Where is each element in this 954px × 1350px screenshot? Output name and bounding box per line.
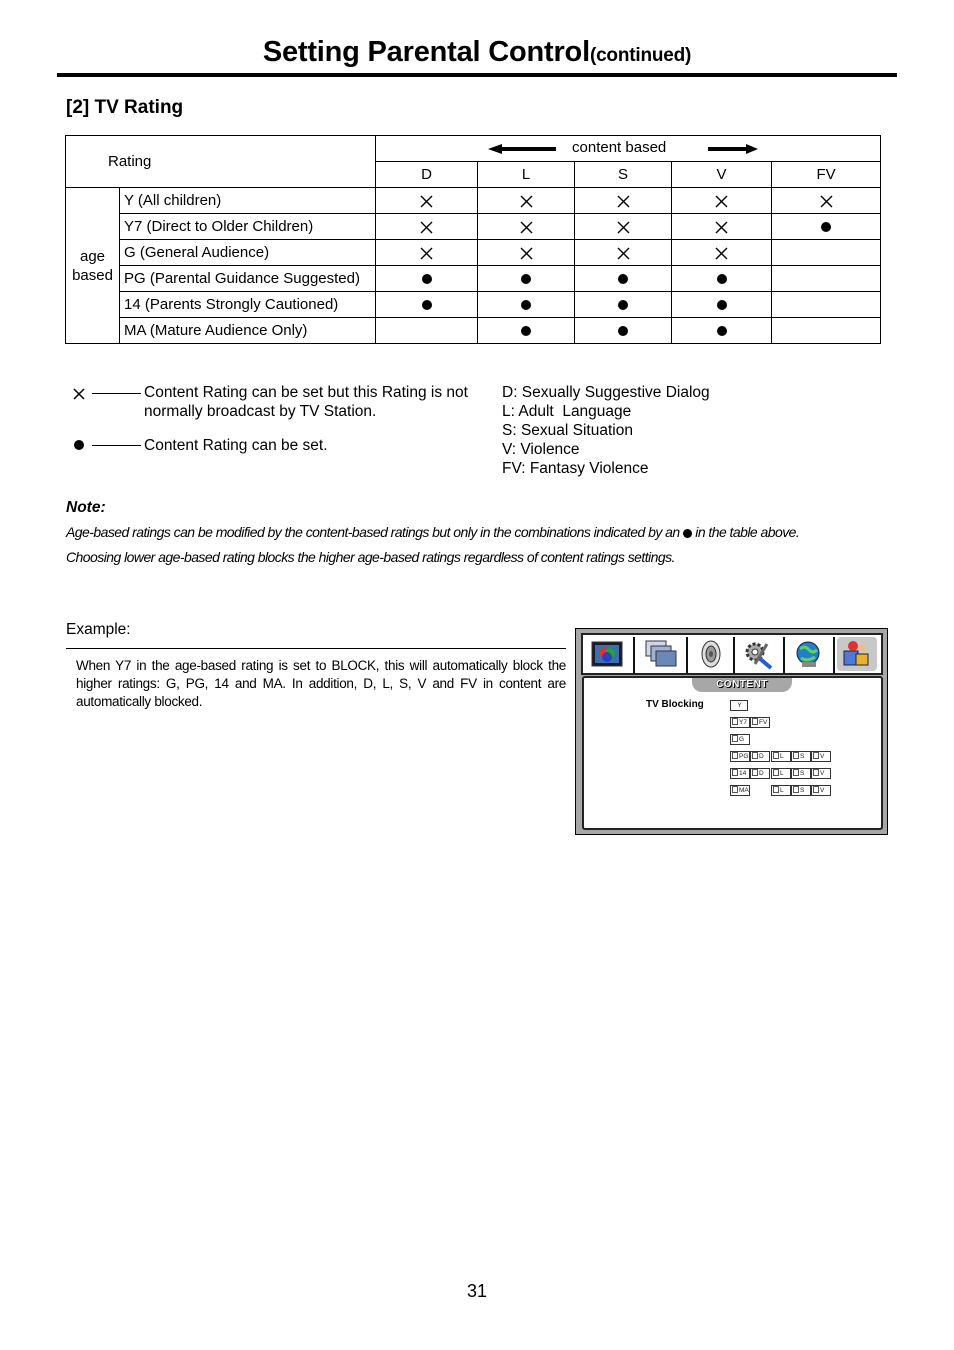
cross-icon (715, 221, 728, 234)
cross-icon (420, 247, 433, 260)
rating-row-label: 14 (Parents Strongly Cautioned) (120, 292, 376, 318)
osd-checkbox-label: S (800, 753, 805, 760)
table-row (66, 266, 881, 292)
dot-icon (717, 274, 727, 284)
dot-legend-line (92, 445, 141, 446)
column-header: S (575, 162, 672, 188)
age-based-label: based (72, 266, 113, 284)
left-arrow-icon (488, 144, 556, 154)
column-header: D (376, 162, 478, 188)
osd-checkbox-label: L (780, 787, 784, 794)
rating-cell (478, 240, 575, 266)
osd-checkbox-y7[interactable] (730, 717, 750, 728)
cross-icon (520, 221, 533, 234)
rating-row-label: G (General Audience) (120, 240, 376, 266)
age-based-cell (66, 188, 120, 344)
dot-legend-text: Content Rating can be set. (144, 437, 328, 454)
cross-icon (617, 221, 630, 234)
cross-icon (820, 195, 833, 208)
cross-icon (617, 195, 630, 208)
example-rule (66, 648, 566, 649)
note-line-1 (66, 524, 799, 540)
column-header: V (672, 162, 772, 188)
cross-icon (617, 247, 630, 260)
cross-legend-line-1: Content Rating can be set but this Rating is not (144, 384, 468, 401)
dot-legend-icon (74, 440, 84, 450)
rating-cell (478, 266, 575, 292)
note-title: Note: (66, 499, 106, 516)
osd-checkbox-14-d[interactable] (750, 768, 770, 779)
rating-cell (376, 266, 478, 292)
rating-cell (478, 214, 575, 240)
abbrev-item: V: Violence (502, 441, 580, 458)
note-line-1a: Age-based ratings can be modified by the content-based ratings but only in the combinations indicated by an (66, 524, 680, 540)
icon-separator (686, 637, 688, 673)
rating-cell (478, 188, 575, 214)
osd-checkbox-g[interactable] (730, 734, 750, 745)
osd-checkbox-label: MA (739, 787, 749, 794)
rating-cell (672, 318, 772, 344)
settings-icon (741, 638, 777, 670)
column-header: L (478, 162, 575, 188)
osd-checkbox-14[interactable] (730, 768, 750, 779)
osd-checkbox-label: V (820, 770, 825, 777)
note-line-2: Choosing lower age-based rating blocks the higher age-based ratings regardless of content ratings settings. (66, 549, 675, 565)
osd-checkbox-pg[interactable] (730, 751, 750, 762)
abbrev-item: FV: Fantasy Violence (502, 460, 649, 477)
table-row (66, 214, 881, 240)
rating-cell (672, 240, 772, 266)
rating-cell (772, 292, 881, 318)
rating-cell (575, 240, 672, 266)
osd-checkbox-y[interactable]: Y (730, 700, 748, 711)
rating-cell (575, 214, 672, 240)
dot-icon (618, 274, 628, 284)
table-row (66, 292, 881, 318)
osd-checkbox-14-l[interactable] (771, 768, 791, 779)
table-row (66, 240, 881, 266)
osd-checkbox-14-v[interactable] (811, 768, 831, 779)
osd-checkbox-pg-l[interactable] (771, 751, 791, 762)
cross-icon (520, 195, 533, 208)
icon-separator (783, 637, 785, 673)
osd-checkbox-ma-l[interactable] (771, 785, 791, 796)
osd-checkbox-label: V (820, 787, 825, 794)
osd-checkbox-fv[interactable] (750, 717, 770, 728)
osd-checkbox-ma-s[interactable] (791, 785, 811, 796)
rating-header-cell (66, 136, 376, 188)
osd-checkbox-label: S (800, 787, 805, 794)
osd-tab-title: CONTENT (692, 678, 792, 692)
dot-icon (521, 300, 531, 310)
osd-checkbox-pg-s[interactable] (791, 751, 811, 762)
rating-row-label: Y7 (Direct to Older Children) (120, 214, 376, 240)
dot-icon (618, 326, 628, 336)
osd-checkbox-label: D (759, 770, 764, 777)
rating-cell (772, 188, 881, 214)
rating-label: Rating (108, 153, 152, 170)
osd-checkbox-ma[interactable] (730, 785, 750, 796)
osd-icon-bar (581, 633, 883, 675)
rating-row-label: MA (Mature Audience Only) (120, 318, 376, 344)
parental-icon (839, 638, 875, 670)
osd-content-panel (582, 676, 883, 830)
content-based-header (376, 136, 881, 162)
screen-icon (643, 638, 679, 670)
globe-icon (791, 638, 827, 670)
tv-rating-table (65, 135, 881, 344)
dot-icon (521, 274, 531, 284)
rating-cell (376, 318, 478, 344)
rating-cell (772, 214, 881, 240)
abbrev-item: S: Sexual Situation (502, 422, 633, 439)
osd-checkbox-pg-v[interactable] (811, 751, 831, 762)
example-label: Example: (66, 621, 131, 638)
picture-icon (589, 638, 625, 670)
rating-cell (575, 292, 672, 318)
page-number: 31 (466, 1281, 488, 1301)
abbrev-item: L: Adult Language (502, 403, 632, 420)
rating-cell (672, 266, 772, 292)
rating-cell (376, 240, 478, 266)
dot-icon (717, 326, 727, 336)
rating-cell (376, 188, 478, 214)
rating-row-label: PG (Parental Guidance Suggested) (120, 266, 376, 292)
osd-checkbox-14-s[interactable] (791, 768, 811, 779)
right-arrow-icon (708, 144, 758, 154)
rating-cell (376, 292, 478, 318)
dot-icon (821, 222, 831, 232)
title-main: Setting Parental Control (262, 36, 590, 68)
table-row (66, 188, 881, 214)
tv-blocking-label: TV Blocking (646, 699, 704, 710)
osd-checkbox-label: L (780, 770, 784, 777)
osd-checkbox-label: G (739, 736, 745, 743)
cross-legend-line-2: normally broadcast by TV Station. (144, 403, 377, 420)
icon-separator (733, 637, 735, 673)
osd-checkbox-label: PG (739, 753, 749, 760)
cross-icon (715, 195, 728, 208)
rating-cell (575, 318, 672, 344)
rating-cell (376, 214, 478, 240)
section-heading: [2] TV Rating (66, 97, 184, 118)
abbrev-item: D: Sexually Suggestive Dialog (502, 384, 710, 401)
title-suffix: (continued) (589, 45, 692, 66)
rating-cell (772, 240, 881, 266)
content-based-label: content based (572, 139, 667, 156)
icon-separator (833, 637, 835, 673)
title-rule (57, 73, 897, 77)
note-line-1b: in the table above. (695, 524, 800, 540)
dot-inline-icon (683, 529, 692, 538)
rating-cell (672, 214, 772, 240)
cross-legend-line (92, 393, 141, 394)
osd-checkbox-label: FV (759, 719, 768, 726)
dot-icon (717, 300, 727, 310)
rating-cell (672, 188, 772, 214)
osd-checkbox-ma-v[interactable] (811, 785, 831, 796)
cross-icon (420, 221, 433, 234)
rating-cell (575, 266, 672, 292)
osd-checkbox-label: Y7 (739, 719, 747, 726)
cross-legend-icon (72, 387, 86, 401)
rating-cell (772, 318, 881, 344)
dot-icon (618, 300, 628, 310)
dot-icon (521, 326, 531, 336)
table-row (66, 318, 881, 344)
osd-screenshot (575, 628, 888, 835)
dot-icon (422, 274, 432, 284)
cross-icon (520, 247, 533, 260)
page-title (0, 36, 954, 69)
rating-row-label: Y (All children) (120, 188, 376, 214)
osd-checkbox-pg-d[interactable] (750, 751, 770, 762)
rating-cell (772, 266, 881, 292)
cross-icon (715, 247, 728, 260)
column-header: FV (772, 162, 881, 188)
age-based-label: age (79, 247, 106, 265)
example-text: When Y7 in the age-based rating is set to BLOCK, this will automatically block the higher ratings: G, PG, 14 and MA. In addition, D, L, S, V and FV in content are automatically blocked. (76, 658, 566, 709)
rating-cell (478, 292, 575, 318)
icon-separator (633, 637, 635, 673)
rating-cell (672, 292, 772, 318)
osd-checkbox-label: V (820, 753, 825, 760)
osd-checkbox-label: 14 (739, 770, 747, 777)
rating-cell (478, 318, 575, 344)
osd-checkbox-label: L (780, 753, 784, 760)
abbreviation-list (502, 383, 710, 478)
osd-checkbox-label: S (800, 770, 805, 777)
rating-cell (575, 188, 672, 214)
dot-icon (422, 300, 432, 310)
osd-checkbox-label: D (759, 753, 764, 760)
cross-legend-text (144, 383, 489, 421)
cross-icon (420, 195, 433, 208)
speaker-icon (693, 638, 729, 670)
